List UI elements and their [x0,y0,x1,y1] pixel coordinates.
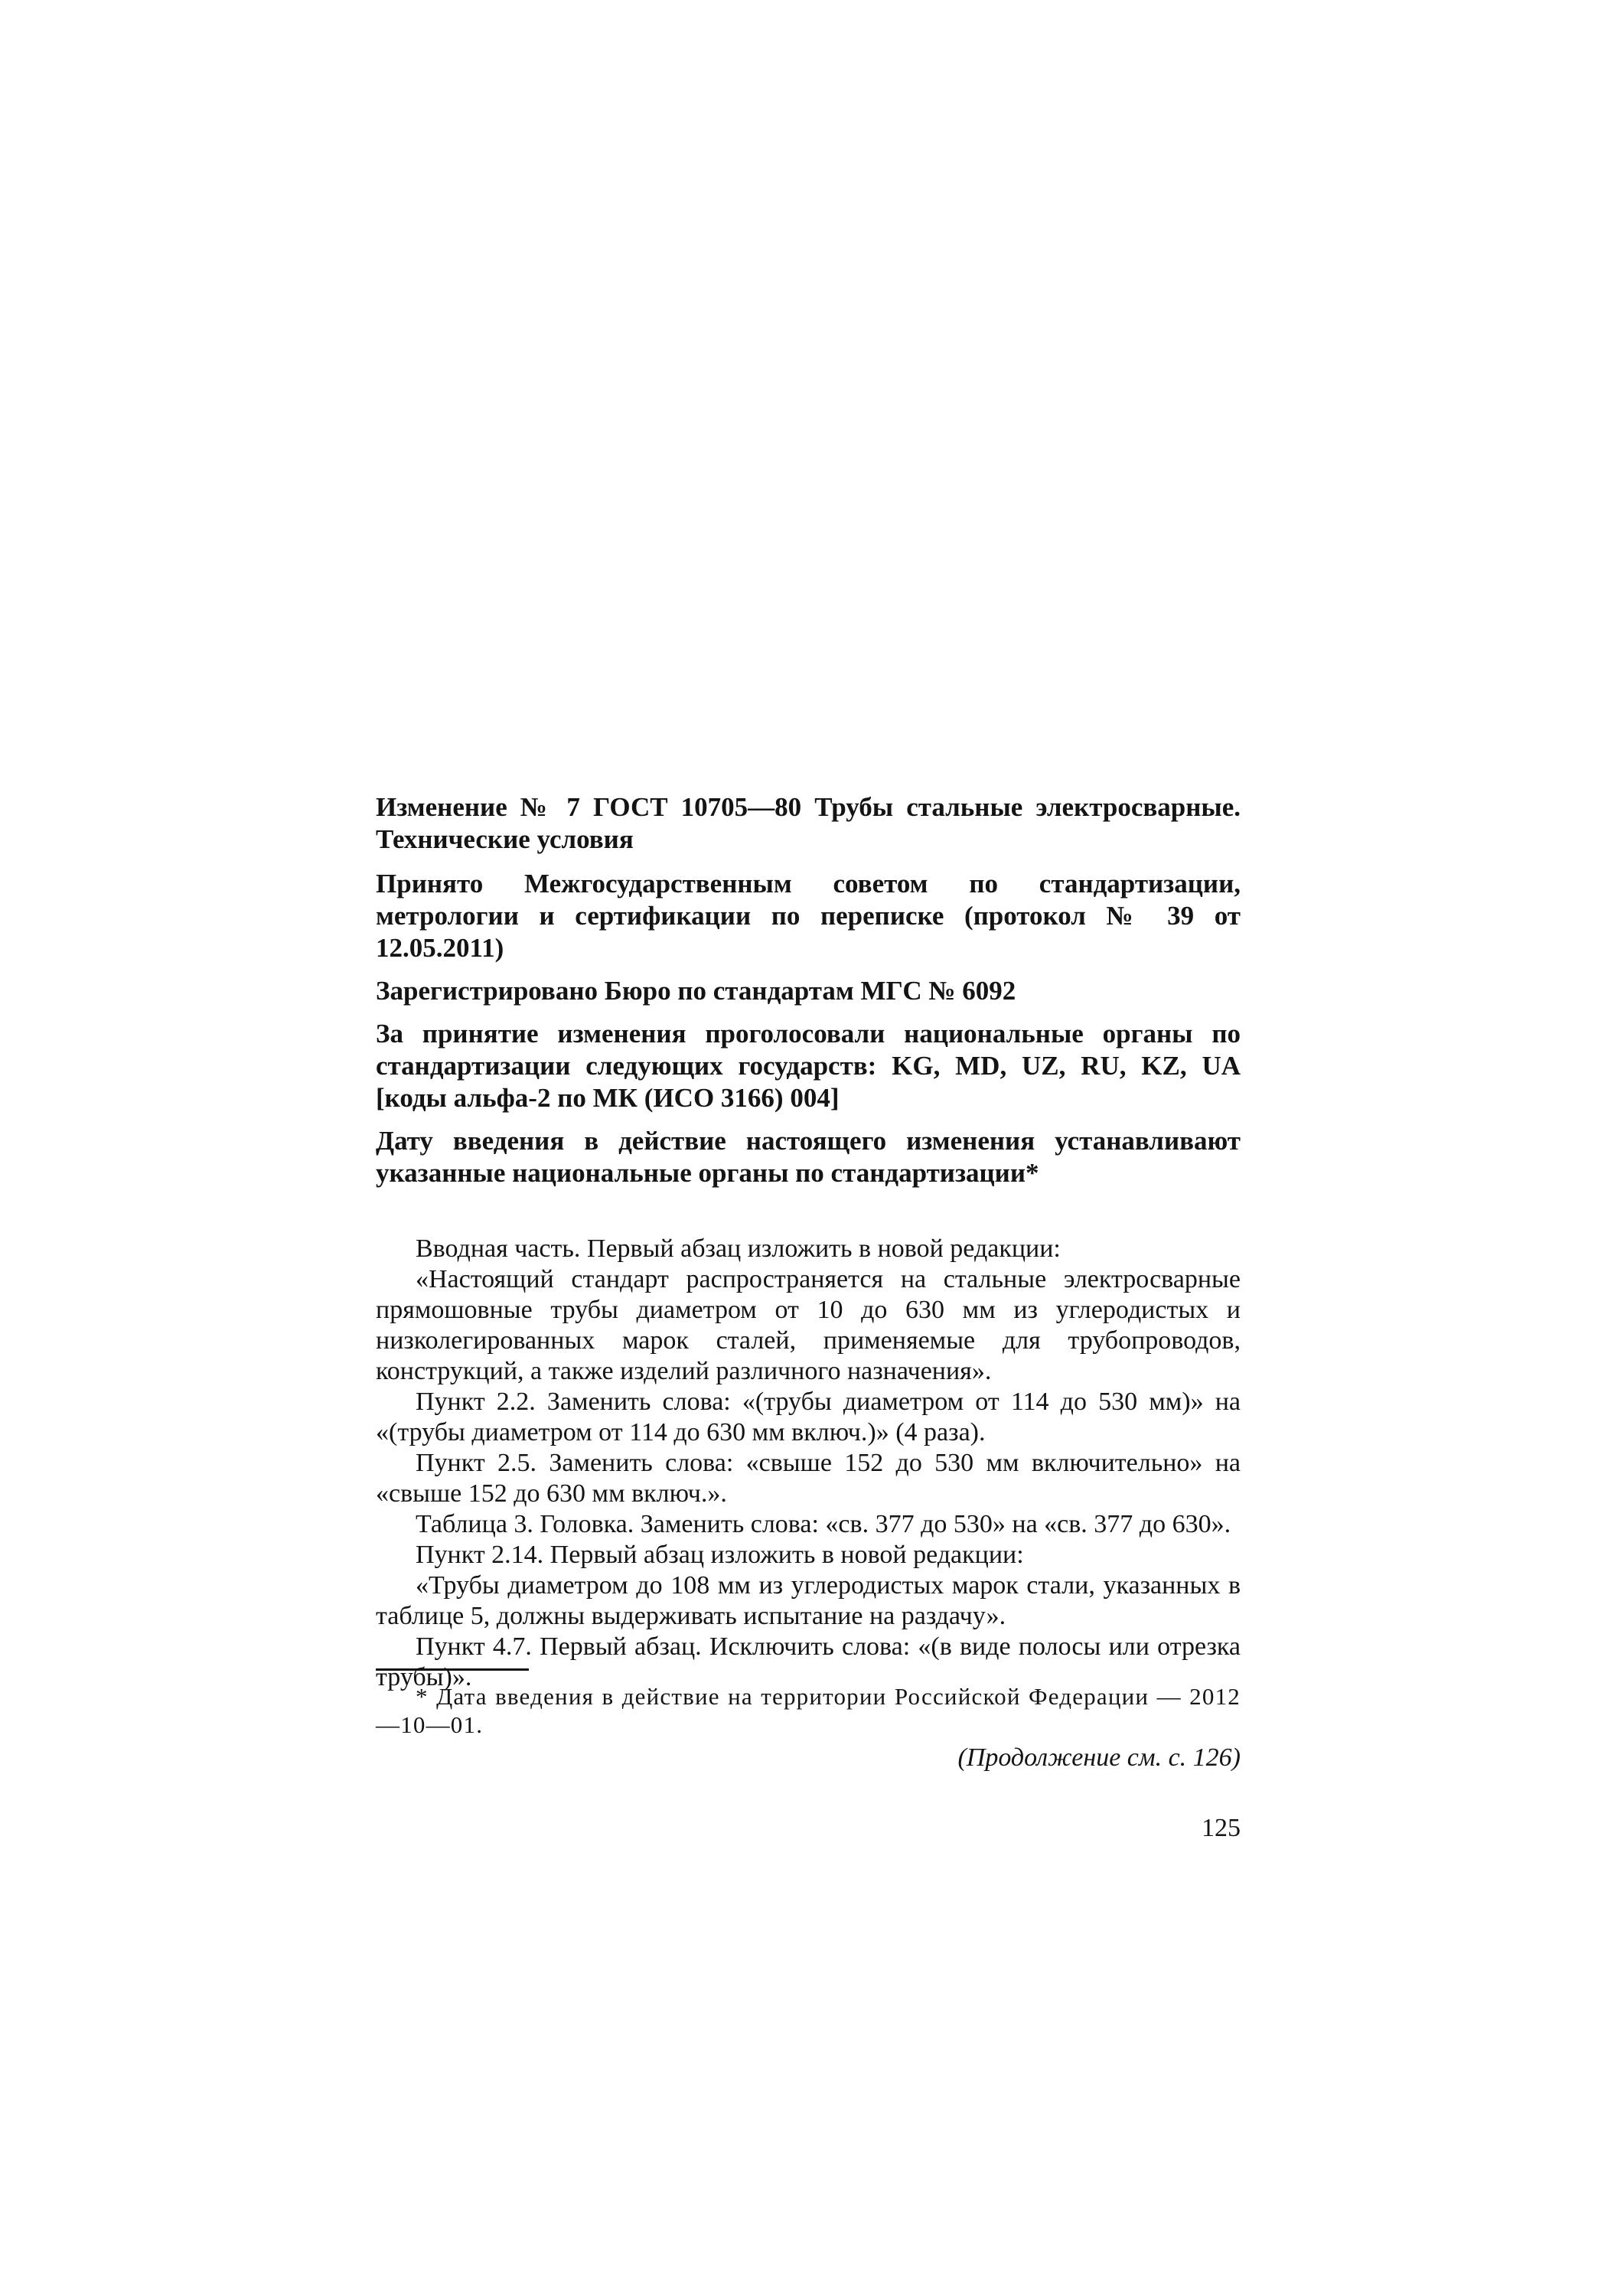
body-paragraph: «Настоящий стандарт распространяется на стальные электросварные прямошовные трубы диаметром от 10 до 630 мм из углеродистых и низколегированных марок сталей, применяемые для трубопроводов, конструкций, а также изделий различного назначения». [376,1265,1241,1385]
body-paragraph: «Трубы диаметром до 108 мм из углеродистых марок стали, указанных в таблице 5, должны выдерживать испытание на раздачу». [376,1571,1241,1630]
body-paragraph: Пункт 2.14. Первый абзац изложить в новой редакции: [416,1541,1024,1569]
amendment-title: Изменение № 7 ГОСТ 10705—80 Трубы стальные электросварные. Технические условия [376,792,1241,854]
registration-statement: Зарегистрировано Бюро по стандартам МГС № 6092 [376,976,1016,1006]
voting-statement: За принятие изменения проголосовали национальные органы по стандартизации следующих государств: KG, MD, UZ, RU, KZ, UA [коды альфа-2 по МК (ИСО 3166) 004] [376,1019,1241,1113]
continuation-note: (Продолжение см. с. 126) [957,1743,1241,1772]
footnote: * Дата введения в действие на территории Российской Федерации — 2012—10—01. [376,1683,1241,1738]
body-paragraph: Таблица 3. Головка. Заменить слова: «св. 377 до 530» на «св. 377 до 630». [416,1510,1231,1538]
page-number: 125 [1202,1814,1241,1842]
text-column [376,791,1241,1693]
body-paragraph: Пункт 2.2. Заменить слова: «(трубы диаметром от 114 до 530 мм)» на «(трубы диаметром от 114 до 630 мм включ.)» (4 раза). [376,1388,1241,1446]
body-paragraph: Пункт 2.5. Заменить слова: «свыше 152 до 530 мм включительно» на «свыше 152 до 630 мм включ.». [376,1449,1241,1508]
body-paragraph: Пункт 4.7. Первый абзац. Исключить слова: «(в виде полосы или отрезка трубы)». [376,1632,1241,1691]
adoption-statement: Принято Межгосударственным советом по стандартизации, метрологии и сертификации по переписке (протокол № 39 от 12.05.2011) [376,869,1241,963]
body-paragraph: Вводная часть. Первый абзац изложить в новой редакции: [416,1234,1061,1263]
effective-date-statement: Дату введения в действие настоящего изменения устанавливают указанные национальные органы по стандартизации* [376,1126,1241,1188]
amendment-body [376,1234,1241,1693]
footnote-divider [376,1668,529,1671]
